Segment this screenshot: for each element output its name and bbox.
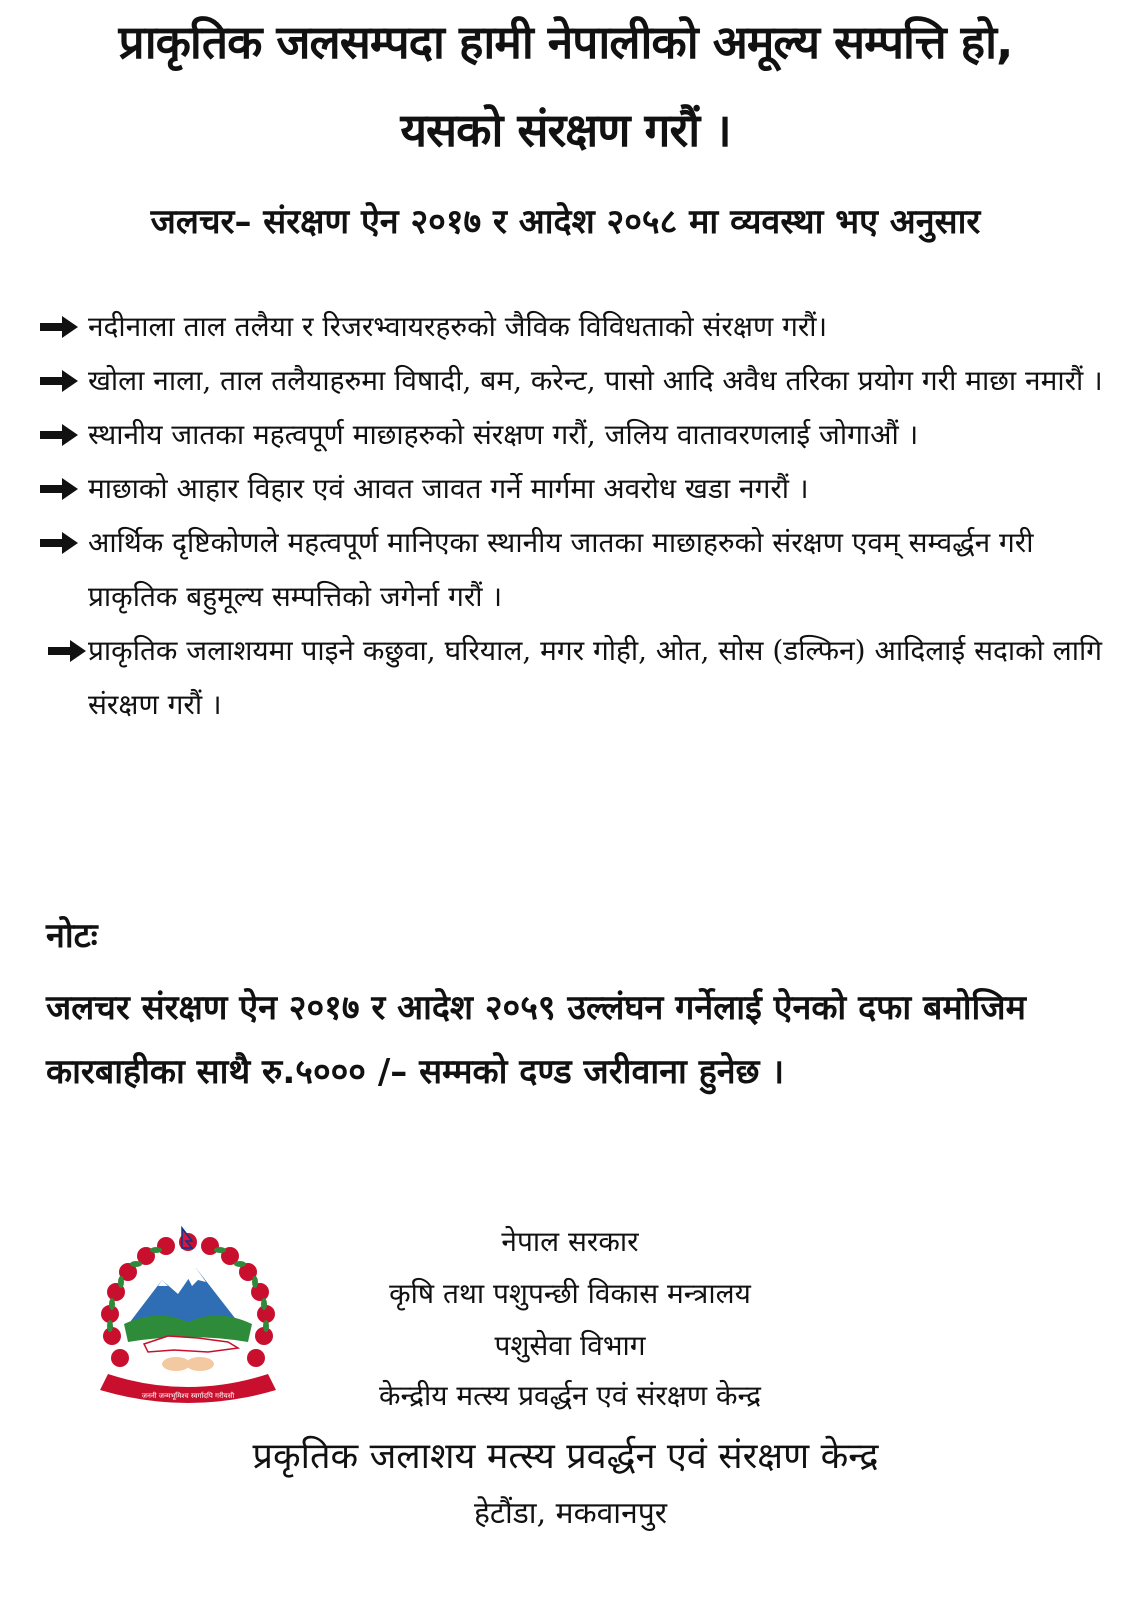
nepal-government-emblem-icon <box>88 1224 288 1420</box>
list-item <box>36 300 1106 354</box>
right-arrow-icon <box>36 462 88 516</box>
right-arrow-icon <box>36 408 88 462</box>
right-arrow-icon <box>36 516 88 570</box>
list-item <box>36 354 1106 408</box>
bullet-text: प्राकृतिक जलाशयमा पाइने कछुवा, घरियाल, मगर गोही, ओत, सोस (डल्फिन) आदिलाई सदाको लागि संरक्षण गरौं । <box>88 634 1103 721</box>
list-item <box>36 462 1106 516</box>
right-arrow-icon <box>36 354 88 408</box>
sub-heading: जलचर– संरक्षण ऐन २०१७ र आदेश २०५८ मा व्यवस्था भए अनुसार <box>150 202 981 242</box>
list-item <box>36 408 1106 462</box>
issuer-center-name: प्रकृतिक जलाशय मत्स्य प्रवर्द्धन एवं संरक्षण केन्द्र <box>252 1436 879 1477</box>
bullet-text: स्थानीय जातका महत्वपूर्ण माछाहरुको संरक्षण गरौं, जलिय वातावरणलाई जोगाऔं । <box>88 418 919 451</box>
emblem-motto: जननी जन्मभूमिश्च स्वर्गादपि गरीयसी <box>141 1392 235 1400</box>
bullet-text: माछाको आहार विहार एवं आवत जावत गर्ने मार्गमा अवरोध खडा नगरौं । <box>88 472 809 505</box>
list-item <box>36 624 1106 732</box>
issuer-line-4: केन्द्रीय मत्स्य प्रवर्द्धन एवं संरक्षण केन्द्र <box>378 1379 762 1412</box>
bullet-text: आर्थिक दृष्टिकोणले महत्वपूर्ण मानिएका स्थानीय जातका माछाहरुको संरक्षण एवम् सम्वर्द्धन गरी प्राकृतिक बहुमूल्य सम्पत्तिको जगेर्ना गरौं । <box>88 526 1034 613</box>
bullet-text: नदीनाला ताल तलैया र रिजरभ्वायरहरुको जैविक विविधताको संरक्षण गरौं। <box>88 310 828 343</box>
right-arrow-icon <box>36 624 88 678</box>
issuer-line-3: पशुसेवा विभाग <box>494 1329 646 1362</box>
main-heading-line-2: यसको संरक्षण गरौं । <box>400 103 731 157</box>
bullet-text: खोला नाला, ताल तलैयाहरुमा विषादी, बम, करेन्ट, पासो आदि अवैध तरिका प्रयोग गरी माछा नमारौं । <box>88 364 1103 397</box>
issuer-line-1: नेपाल सरकार <box>501 1225 639 1258</box>
note-text: जलचर संरक्षण ऐन २०१७ र आदेश २०५९ उल्लंघन गर्नेलाई ऐनको दफा बमोजिम कारबाहीका साथै रु.५००० /– सम्मको दण्ड जरीवाना हुनेछ । <box>46 988 1026 1092</box>
note-label: नोटः <box>46 916 98 956</box>
main-heading-line-1: प्राकृतिक जलसम्पदा हामी नेपालीको अमूल्य सम्पत्ति हो, <box>118 15 1013 69</box>
bullet-list <box>36 300 1106 732</box>
issuer-line-2: कृषि तथा पशुपन्छी विकास मन्त्रालय <box>389 1277 751 1310</box>
list-item <box>36 516 1106 624</box>
right-arrow-icon <box>36 300 88 354</box>
issuer-location: हेटौंडा, मकवानपुर <box>473 1496 668 1531</box>
